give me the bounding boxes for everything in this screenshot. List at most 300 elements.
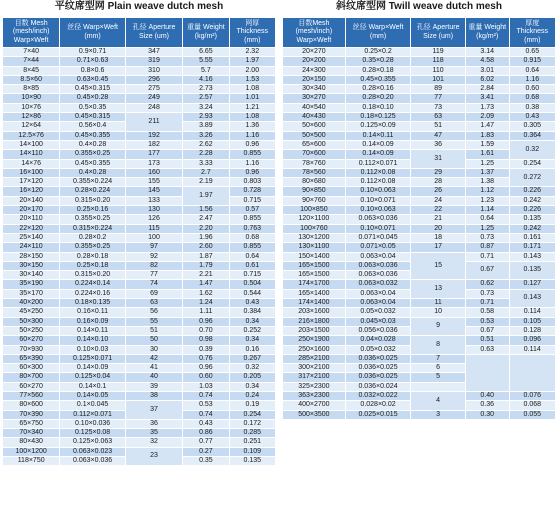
twill-cell: 28 [411, 178, 466, 187]
plain-cell: 0.43 [229, 299, 275, 308]
plain-cell: 0.315×0.20 [60, 196, 126, 205]
plain-cell: 0.96 [183, 364, 229, 373]
table-row [3, 103, 276, 112]
table-row [283, 336, 556, 345]
plain-weave-table [2, 17, 276, 466]
plain-cell: 70×390 [3, 410, 60, 419]
twill-cell: 90×760 [283, 196, 346, 205]
table-row [283, 410, 556, 419]
plain-cell: 249 [125, 94, 182, 103]
twill-cell: 1.25 [465, 159, 509, 168]
plain-cell: 0.57 [229, 206, 275, 215]
plain-cell: 1.97 [183, 187, 229, 206]
plain-cell: 0.855 [229, 215, 275, 224]
twill-cell: 0.73 [465, 233, 509, 242]
twill-cell: 31 [411, 150, 466, 169]
plain-cell: 45×250 [3, 308, 60, 317]
plain-cell: 310 [125, 66, 182, 75]
twill-weave-section [282, 0, 556, 420]
twill-cell: 20×200 [283, 57, 346, 66]
twill-cell: 1.47 [465, 122, 509, 131]
plain-cell: 0.544 [229, 289, 275, 298]
plain-cell: 41 [125, 364, 182, 373]
twill-cell: 0.135 [509, 215, 555, 224]
plain-cell: 80×700 [3, 373, 60, 382]
twill-cell: 0.30 [465, 410, 509, 419]
plain-cell: 82 [125, 261, 182, 270]
plain-cell: 0.285 [229, 429, 275, 438]
twill-cell: 0.43 [509, 113, 555, 122]
table-row [3, 168, 276, 177]
table-row [283, 75, 556, 84]
twill-cell: 0.65 [509, 48, 555, 57]
twill-cell: 1.59 [465, 140, 509, 149]
plain-cell: 248 [125, 103, 182, 112]
plain-cell: 97 [125, 243, 182, 252]
twill-cell: 0.127 [509, 280, 555, 289]
twill-cell: 4 [411, 391, 466, 410]
plain-cell: 2.47 [183, 215, 229, 224]
table-row [3, 289, 276, 298]
plain-cell: 0.45×0.315 [60, 113, 126, 122]
plain-cell: 2.19 [183, 178, 229, 187]
table-row [283, 168, 556, 177]
plain-col-header: 网厚 Thickness (mm) [229, 18, 275, 48]
twill-cell: 0.161 [509, 233, 555, 242]
twill-cell: 0.51 [465, 336, 509, 345]
twill-cell: 0.32 [509, 140, 555, 159]
table-row [3, 345, 276, 354]
plain-cell: 0.96 [229, 168, 275, 177]
plain-cell: 100×1200 [3, 447, 60, 456]
table-row [3, 140, 276, 149]
twill-cell [509, 354, 555, 391]
table-row [283, 94, 556, 103]
table-row [3, 401, 276, 410]
table-row [3, 85, 276, 94]
table-row [283, 224, 556, 233]
twill-cell: 0.063×0.04 [345, 252, 411, 261]
plain-cell: 37 [125, 401, 182, 420]
plain-cell: 60×270 [3, 336, 60, 345]
plain-col-header: 丝径 Warp×Weft (mm) [60, 18, 126, 48]
plain-cell: 0.172 [229, 419, 275, 428]
twill-cell: 325×2300 [283, 382, 346, 391]
twill-cell: 100×760 [283, 224, 346, 233]
twill-cell: 0.14×0.11 [345, 131, 411, 140]
table-row [3, 299, 276, 308]
plain-cell: 0.45×0.315 [60, 85, 126, 94]
twill-cell: 30×340 [283, 85, 346, 94]
plain-cell: 1.87 [183, 252, 229, 261]
twill-cell: 78×560 [283, 168, 346, 177]
twill-cell: 0.35×0.28 [345, 57, 411, 66]
twill-cell: 0.063×0.036 [345, 271, 411, 280]
plain-cell: 192 [125, 131, 182, 140]
twill-cell: 29 [411, 168, 466, 177]
twill-cell: 0.114 [509, 308, 555, 317]
twill-cell: 30×270 [283, 94, 346, 103]
twill-cell: 0.60 [509, 85, 555, 94]
plain-cell: 0.71×0.63 [60, 57, 126, 66]
twill-cell: 0.62 [465, 280, 509, 289]
plain-cell: 0.14×0.09 [60, 364, 126, 373]
twill-cell: 0.28×0.20 [345, 94, 411, 103]
twill-cell: 0.056×0.036 [345, 326, 411, 335]
table-row [3, 196, 276, 205]
table-row [3, 429, 276, 438]
plain-cell: 16×100 [3, 168, 60, 177]
twill-cell [465, 354, 509, 391]
plain-cell: 8.5×60 [3, 75, 60, 84]
twill-cell: 1.37 [465, 168, 509, 177]
plain-cell: 2.28 [183, 150, 229, 159]
table-row [3, 280, 276, 289]
twill-cell: 0.063×0.036 [345, 215, 411, 224]
plain-cell: 4.16 [183, 75, 229, 84]
twill-cell: 300×2100 [283, 364, 346, 373]
plain-cell: 39 [125, 382, 182, 391]
plain-cell: 182 [125, 140, 182, 149]
twill-cell: 1.12 [465, 187, 509, 196]
twill-cell: 51 [411, 122, 466, 131]
twill-cell: 1.73 [465, 103, 509, 112]
twill-cell: 4.58 [465, 57, 509, 66]
plain-cell: 14×76 [3, 159, 60, 168]
table-row [3, 391, 276, 400]
plain-cell: 20×110 [3, 215, 60, 224]
twill-cell: 0.305 [509, 122, 555, 131]
twill-cell: 165×1500 [283, 271, 346, 280]
twill-cell: 20×150 [283, 75, 346, 84]
twill-cell: 0.28×0.16 [345, 85, 411, 94]
plain-cell: 28×150 [3, 252, 60, 261]
twill-cell: 6 [411, 364, 466, 373]
plain-cell: 0.109 [229, 447, 275, 456]
twill-cell: 89 [411, 85, 466, 94]
plain-cell: 0.25×0.18 [60, 261, 126, 270]
table-row [3, 113, 276, 122]
plain-cell: 0.254 [229, 410, 275, 419]
twill-cell: 0.028×0.02 [345, 401, 411, 410]
plain-cell: 12×86 [3, 113, 60, 122]
plain-cell: 0.24 [229, 391, 275, 400]
twill-cell: 0.04×0.028 [345, 336, 411, 345]
twill-cell: 0.242 [509, 224, 555, 233]
plain-cell: 8×85 [3, 85, 60, 94]
plain-cell: 0.205 [229, 373, 275, 382]
plain-cell: 70×340 [3, 429, 60, 438]
plain-cell: 63 [125, 299, 182, 308]
table-row [283, 113, 556, 122]
plain-cell: 12×64 [3, 122, 60, 131]
twill-cell: 0.055 [509, 410, 555, 419]
plain-cell: 0.86 [183, 429, 229, 438]
plain-cell: 35×170 [3, 289, 60, 298]
plain-cell: 80×430 [3, 438, 60, 447]
twill-cell: 0.05×0.032 [345, 345, 411, 354]
twill-cell: 77 [411, 94, 466, 103]
table-row [283, 187, 556, 196]
twill-cell: 36 [411, 140, 466, 149]
plain-cell: 115 [125, 224, 182, 233]
table-row [283, 317, 556, 326]
twill-cell: 0.25×0.2 [345, 48, 411, 57]
plain-cell: 0.063×0.036 [60, 457, 126, 466]
plain-cell: 2.62 [183, 140, 229, 149]
table-row [3, 66, 276, 75]
twill-cell: 0.67 [465, 261, 509, 280]
twill-cell: 0.226 [509, 187, 555, 196]
table-row [283, 243, 556, 252]
twill-col-header: 丝径 Warp×Weft (mm) [345, 18, 411, 48]
twill-cell: 0.112×0.08 [345, 168, 411, 177]
twill-cell: 0.096 [509, 336, 555, 345]
plain-cell: 0.74 [183, 410, 229, 419]
plain-cell: 1.08 [229, 85, 275, 94]
twill-weave-title: 斜纹席型网 Twill weave dutch mesh [336, 1, 502, 12]
plain-cell: 50×300 [3, 317, 60, 326]
twill-cell: 0.87 [465, 243, 509, 252]
plain-cell: 51 [125, 326, 182, 335]
plain-cell: 23 [125, 447, 182, 466]
twill-cell: 0.063×0.032 [345, 280, 411, 289]
twill-cell: 3.01 [465, 66, 509, 75]
twill-cell: 0.28×0.18 [345, 66, 411, 75]
twill-cell: 0.143 [509, 289, 555, 308]
twill-cell: 0.125×0.09 [345, 122, 411, 131]
plain-cell: 1.01 [229, 94, 275, 103]
twill-cell: 0.063×0.04 [345, 289, 411, 298]
twill-cell: 0.032×0.022 [345, 391, 411, 400]
twill-cell: 6.02 [465, 75, 509, 84]
twill-cell: 3 [411, 410, 466, 419]
twill-cell: 110 [411, 66, 466, 75]
plain-cell: 0.60 [183, 373, 229, 382]
plain-cell: 0.98 [183, 336, 229, 345]
table-row [283, 206, 556, 215]
plain-cell: 77×560 [3, 391, 60, 400]
plain-cell: 126 [125, 215, 182, 224]
plain-cell: 118×750 [3, 457, 60, 466]
table-row [3, 354, 276, 363]
plain-cell: 296 [125, 75, 182, 84]
plain-cell: 2.73 [183, 85, 229, 94]
twill-cell: 0.14×0.09 [345, 150, 411, 159]
plain-cell: 92 [125, 252, 182, 261]
table-row [3, 438, 276, 447]
twill-cell: 100×850 [283, 206, 346, 215]
table-row [3, 317, 276, 326]
plain-cell: 2.7 [183, 168, 229, 177]
plain-cell: 0.77 [183, 438, 229, 447]
plain-cell: 1.11 [183, 308, 229, 317]
plain-cell: 65×390 [3, 354, 60, 363]
twill-cell: 20×270 [283, 48, 346, 57]
twill-cell: 174×1400 [283, 299, 346, 308]
twill-cell: 65×600 [283, 140, 346, 149]
plain-cell: 10×90 [3, 94, 60, 103]
plain-cell: 0.70 [183, 326, 229, 335]
plain-cell: 74 [125, 280, 182, 289]
twill-col-header: 孔径 Aperture Size (um) [411, 18, 466, 48]
twill-cell: 63 [411, 113, 466, 122]
twill-cell: 21 [411, 215, 466, 224]
twill-cell: 73 [411, 103, 466, 112]
twill-cell: 0.226 [509, 206, 555, 215]
twill-cell: 0.036×0.024 [345, 382, 411, 391]
plain-cell: 0.125×0.063 [60, 438, 126, 447]
plain-cell: 65×750 [3, 419, 60, 428]
plain-cell: 0.64 [229, 252, 275, 261]
plain-cell: 2.93 [183, 113, 229, 122]
plain-cell: 0.763 [229, 224, 275, 233]
plain-cell: 1.53 [229, 75, 275, 84]
plain-cell: 0.715 [229, 196, 275, 205]
plain-cell: 0.14×0.1 [60, 382, 126, 391]
twill-cell: 50×600 [283, 122, 346, 131]
twill-cell: 0.105 [509, 317, 555, 326]
plain-cell: 1.21 [229, 103, 275, 112]
plain-cell: 0.16×0.09 [60, 317, 126, 326]
table-row [3, 419, 276, 428]
plain-cell: 77 [125, 271, 182, 280]
plain-cell: 32 [125, 438, 182, 447]
table-row [3, 215, 276, 224]
twill-cell: 0.10×0.071 [345, 196, 411, 205]
twill-cell: 0.171 [509, 243, 555, 252]
twill-col-header: 目数Mesh (mesh/inch) Warp×Weft [283, 18, 346, 48]
table-row [283, 103, 556, 112]
plain-cell: 0.355×0.25 [60, 150, 126, 159]
plain-cell: 0.224×0.16 [60, 289, 126, 298]
twill-cell: 400×2700 [283, 401, 346, 410]
twill-cell: 0.63 [465, 345, 509, 354]
plain-cell: 35 [125, 429, 182, 438]
plain-col-header: 孔径 Aperture Size (um) [125, 18, 182, 48]
twill-cell: 0.128 [509, 326, 555, 335]
plain-cell: 0.39 [183, 345, 229, 354]
plain-cell: 1.56 [183, 206, 229, 215]
plain-cell: 160 [125, 168, 182, 177]
plain-cell: 0.34 [229, 317, 275, 326]
plain-cell: 1.62 [183, 289, 229, 298]
plain-cell: 0.28×0.224 [60, 187, 126, 196]
twill-cell: 0.071×0.045 [345, 233, 411, 242]
twill-cell: 0.112×0.071 [345, 159, 411, 168]
plain-cell: 0.251 [229, 438, 275, 447]
twill-cell: 118 [411, 57, 466, 66]
plain-cell: 14×100 [3, 140, 60, 149]
plain-cell: 22×120 [3, 224, 60, 233]
plain-cell: 0.4×0.28 [60, 168, 126, 177]
table-row [283, 280, 556, 289]
plain-cell: 0.34 [229, 382, 275, 391]
plain-cell: 16×120 [3, 187, 60, 196]
plain-cell: 1.03 [183, 382, 229, 391]
plain-cell: 130 [125, 206, 182, 215]
plain-cell: 2.57 [183, 94, 229, 103]
plain-cell: 0.135 [229, 457, 275, 466]
twill-cell: 0.73 [465, 289, 509, 298]
twill-cell: 165×1500 [283, 261, 346, 270]
twill-cell: 216×1800 [283, 317, 346, 326]
plain-cell: 60×300 [3, 364, 60, 373]
twill-cell: 0.53 [465, 317, 509, 326]
twill-cell: 0.036×0.025 [345, 373, 411, 382]
plain-cell: 0.5×0.35 [60, 103, 126, 112]
table-row [3, 48, 276, 57]
twill-cell: 0.071×0.05 [345, 243, 411, 252]
plain-cell: 6.65 [183, 48, 229, 57]
twill-cell: 0.14×0.09 [345, 140, 411, 149]
table-row [283, 233, 556, 242]
twill-cell: 0.364 [509, 131, 555, 140]
table-row [3, 75, 276, 84]
twill-cell: 0.025×0.015 [345, 410, 411, 419]
plain-cell: 0.315×0.224 [60, 224, 126, 233]
plain-cell: 0.27 [183, 447, 229, 456]
plain-cell: 2.32 [229, 48, 275, 57]
plain-cell: 0.74 [183, 391, 229, 400]
plain-cell: 7×40 [3, 48, 60, 57]
twill-cell: 0.71 [465, 299, 509, 308]
plain-cell: 70×930 [3, 345, 60, 354]
twill-cell: 363×2300 [283, 391, 346, 400]
plain-cell: 3.26 [183, 131, 229, 140]
table-row [3, 326, 276, 335]
twill-cell: 20 [411, 224, 466, 233]
table-row [3, 308, 276, 317]
twill-cell: 10 [411, 308, 466, 317]
table-row [3, 206, 276, 215]
table-row [3, 243, 276, 252]
plain-cell: 173 [125, 159, 182, 168]
plain-header-row [3, 18, 276, 48]
plain-cell: 133 [125, 196, 182, 205]
plain-cell: 0.803 [229, 178, 275, 187]
plain-cell: 50×250 [3, 326, 60, 335]
plain-cell: 275 [125, 85, 182, 94]
table-row [283, 252, 556, 261]
twill-cell: 0.58 [465, 308, 509, 317]
plain-cell: 0.10×0.036 [60, 419, 126, 428]
twill-cell: 0.063×0.04 [345, 299, 411, 308]
twill-col-header: 厚度 Thickness (mm) [509, 18, 555, 48]
twill-cell: 1.38 [465, 178, 509, 187]
plain-cell: 0.45×0.355 [60, 131, 126, 140]
plain-cell: 3.24 [183, 103, 229, 112]
twill-cell: 0.18×0.10 [345, 103, 411, 112]
twill-cell: 70×600 [283, 150, 346, 159]
twill-cell: 1.16 [509, 75, 555, 84]
twill-cell: 500×3500 [283, 410, 346, 419]
plain-cell: 1.16 [229, 131, 275, 140]
table-row [3, 261, 276, 270]
table-row [3, 150, 276, 159]
plain-cell: 24×110 [3, 243, 60, 252]
plain-cell: 1.08 [229, 113, 275, 122]
plain-cell: 50 [125, 336, 182, 345]
plain-cell: 145 [125, 187, 182, 196]
plain-cell: 30×150 [3, 261, 60, 270]
plain-cell: 5.55 [183, 57, 229, 66]
twill-cell: 165×1400 [283, 289, 346, 298]
plain-cell: 0.855 [229, 243, 275, 252]
twill-cell: 0.063×0.036 [345, 261, 411, 270]
plain-cell: 0.25×0.16 [60, 206, 126, 215]
plain-cell: 0.4×0.28 [60, 140, 126, 149]
